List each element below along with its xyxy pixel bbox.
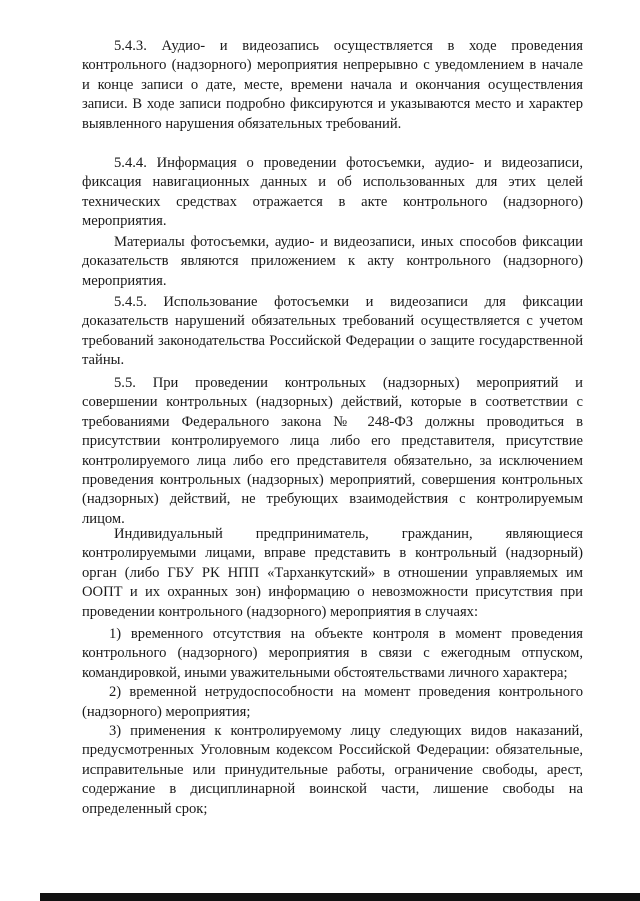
paragraph-text: Индивидуальный предприниматель, гражданин, являющиеся контролируемыми лицами, вправе представить в контрольный (надзорный) орган (либо ГБУ РК НПП «Тарханкутский» в отношении управляемых им ООПТ и их охранных зон) информацию о невозможности присутствия при проведении контрольного (надзорного) мероприятия в случаях: xyxy=(82,526,583,620)
list-item: 3) применения к контролируемому лицу следующих видов наказаний, предусмотренных Уголовным кодексом Российской Федерации: обязательные, исправительные или принудительные работы, ограничение свободы, арест, содержание в дисциплинарной воинской части, лишение свободы на определенный срок; xyxy=(82,723,583,817)
paragraph-text: 5.5. При проведении контрольных (надзорных) мероприятий и совершении контрольных (надзорных) действий, которые в соответствии с требованиями Федерального закона № 248-ФЗ должны проводиться в присутствии контролируемого лица либо его представителя, присутствие контролируемого лица либо его представителя обязательно, за исключением проведения контрольных (надзорных) мероприятий, совершения контрольных (надзорных) действий, не требующих взаимодействия с контролируемым лицом. xyxy=(82,375,583,527)
bottom-scan-edge xyxy=(40,893,640,901)
paragraph-individual-entrepreneur xyxy=(82,525,583,622)
cases-list xyxy=(82,625,583,819)
paragraph-5-4-4 xyxy=(82,154,583,232)
list-item: 2) временной нетрудоспособности на момент проведения контрольного (надзорного) мероприятия; xyxy=(82,684,583,720)
paragraph-text: Материалы фотосъемки, аудио- и видеозаписи, иных способов фиксации доказательств являются приложением к акту контрольного (надзорного) мероприятия. xyxy=(82,234,583,289)
paragraph-5-4-5 xyxy=(82,293,583,371)
paragraph-materials xyxy=(82,233,583,291)
paragraph-text: 5.4.5. Использование фотосъемки и видеозаписи для фиксации доказательств нарушений обязательных требований осуществляется с учетом требований законодательства Российской Федерации о защите государственной тайны. xyxy=(82,294,583,369)
paragraph-text: 5.4.4. Информация о проведении фотосъемки, аудио- и видеозаписи, фиксация навигационных данных и об использованных для этих целей технических средствах отражается в акте контрольного (надзорного) мероприятия. xyxy=(82,155,583,230)
paragraph-5-5 xyxy=(82,374,583,529)
list-item: 1) временного отсутствия на объекте контроля в момент проведения контрольного (надзорного) мероприятия в связи с ежегодным отпуском, командировкой, иными уважительными обстоятельствами личного характера; xyxy=(82,626,583,681)
paragraph-text: 5.4.3. Аудио- и видеозапись осуществляется в ходе проведения контрольного (надзорного) мероприятия непрерывно с уведомлением в начале и конце записи о дате, месте, времени начала и окончания осуществления записи. В ходе записи подробно фиксируются и указываются место и характер выявленного нарушения обязательных требований. xyxy=(82,38,583,132)
paragraph-5-4-3 xyxy=(82,37,583,134)
